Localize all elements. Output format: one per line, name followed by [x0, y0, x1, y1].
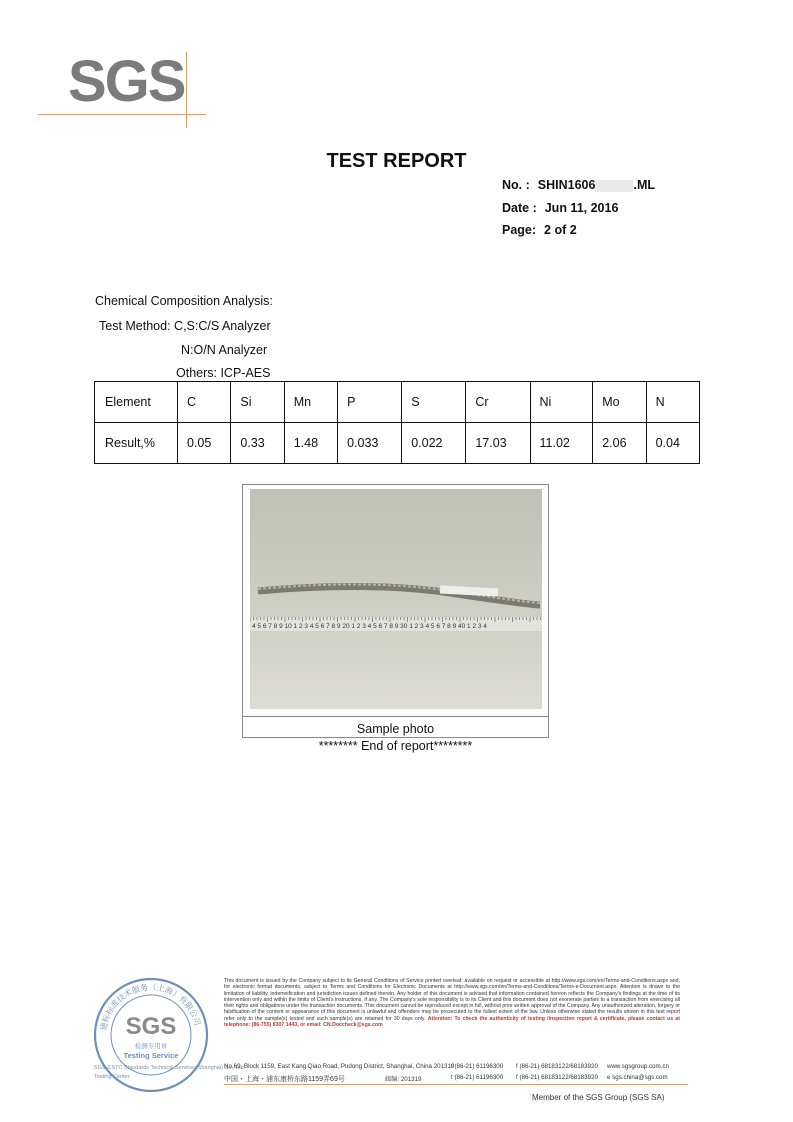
report-number: [502, 178, 655, 192]
report-page-value: 2 of 2: [544, 223, 577, 237]
test-method-line-2: N:O/N Analyzer: [181, 343, 268, 357]
report-page-label: Page:: [502, 223, 537, 237]
table-cell: C: [178, 382, 231, 423]
sample-photo-image: [250, 489, 542, 709]
table-cell: Cr: [466, 382, 530, 423]
authenticity-notice: Attention: To check the authenticity of testing /inspection report & certificate, please contact us at telephone: (86-755) 8307 1443, or email: CN.Doccheck@sgs.com: [224, 1015, 680, 1029]
fax-cn: f (86-21) 68183122/68183920: [516, 1074, 598, 1081]
table-cell: 0.022: [402, 423, 466, 464]
analysis-heading: Chemical Composition Analysis:: [95, 294, 273, 308]
table-cell: Element: [95, 382, 178, 423]
logo-rule-vertical: [186, 52, 187, 128]
report-number-suffix: .ML: [633, 178, 655, 192]
table-cell: 17.03: [466, 423, 530, 464]
table-cell: P: [338, 382, 402, 423]
legal-disclaimer: [224, 978, 680, 1028]
table-cell: Ni: [530, 382, 593, 423]
table-cell: 0.033: [338, 423, 402, 464]
test-method-line-1: Test Method: C,S:C/S Analyzer: [99, 319, 271, 333]
table-cell: 0.05: [178, 423, 231, 464]
seal-cn-text: 检测专用章: [134, 1042, 168, 1050]
report-number-prefix: SHIN1606: [537, 178, 596, 192]
table-cell: 2.06: [593, 423, 646, 464]
table-cell: Mo: [593, 382, 646, 423]
email: e sgs.china@sgs.com: [607, 1074, 668, 1081]
table-cell: Mn: [284, 382, 337, 423]
report-date: [502, 201, 618, 215]
table-header-row: [95, 382, 700, 423]
table-cell: Result,%: [95, 423, 178, 464]
table-cell: 0.04: [646, 423, 699, 464]
website: www.sgsgroup.com.cn: [607, 1063, 669, 1070]
end-of-report: ******** End of report********: [318, 739, 473, 753]
table-row: [95, 423, 700, 464]
legal-body: This document is issued by the Company subject to its General Conditions of Service printed overleaf, available on request or accessible at http://www.sgs.com/en/Terms-and-Conditions.aspx and, for electronic format documents, subject to Terms and Conditions for Electronic Documents at http://www.sgs.com/en/Terms-and-Conditions/Terms-e-Document.aspx. Attention is drawn to the limitation of liability, indemnification and jurisdiction issues defined therein. Any holder of this document is advised that information contained hereon reflects the Company's findings at the time of its intervention only and within the limits of Client's instructions, if any. The Company's sole responsibility is to its Client and this document does not exonerate parties to a transaction from exercising all their rights and obligations under the transaction documents. This document cannot be reproduced except in full, without prior written approval of the Company. Any unauthorized alteration, forgery or falsification of the content or appearance of this document is unlawful and offenders may be prosecuted to the fullest extent of the law. Unless otherwise stated the results shown in this test report refer only to the sample(s) tested and such sample(s) are retained for 30 days only.: [224, 978, 680, 1022]
report-date-label: Date :: [502, 201, 537, 215]
seal-arc-text: 通标标准技术服务（上海）有限公司: [99, 982, 202, 1032]
report-number-label: No. :: [502, 178, 530, 192]
address-cn: 中国・上海・浦东康桥东路1159弄69号: [224, 1076, 345, 1083]
report-date-value: Jun 11, 2016: [544, 201, 619, 215]
table-cell: Si: [231, 382, 284, 423]
seal-company: SGS-CSTC Standards Technical Services(Shanghai) Co., Ltd.: [94, 1065, 246, 1071]
table-cell: 0.33: [231, 423, 284, 464]
photo-divider: [243, 716, 548, 717]
report-page: [502, 223, 577, 237]
seal-center: Testing Center: [94, 1074, 130, 1080]
seal-logo: SGS: [125, 1013, 177, 1040]
zip-cn: 邮编: 201319: [385, 1076, 422, 1083]
sample-photo: [250, 489, 542, 709]
table-cell: S: [402, 382, 466, 423]
table-cell: 11.02: [530, 423, 593, 464]
footer-rule: [224, 1084, 688, 1085]
seal-en-text: Testing Service: [123, 1051, 179, 1060]
fax-en: f (86-21) 68183122/68183920: [516, 1063, 598, 1070]
test-method-line-3: Others: ICP-AES: [176, 366, 271, 380]
table-cell: N: [646, 382, 699, 423]
address-en: No.69, Block 1159, East Kang Qiao Road, Pudong District, Shanghai, China 201319: [224, 1063, 455, 1070]
member-text: Member of the SGS Group (SGS SA): [532, 1093, 665, 1102]
tel-cn: t (86-21) 61196300: [451, 1074, 504, 1081]
report-title: TEST REPORT: [326, 150, 467, 172]
table-cell: 1.48: [284, 423, 337, 464]
sgs-logo: SGS: [68, 49, 185, 114]
ruler-scale: 4 5 6 7 8 9 10 1 2 3 4 5 6 7 8 9 20 1 2 3 4 5 6 7 8 9 30 1 2 3 4 5 6 7 8 9 40 1 2 3 4: [252, 623, 487, 630]
composition-table: [94, 381, 700, 464]
photo-caption: Sample photo: [356, 722, 435, 736]
tel-en: t (86-21) 61196300: [451, 1063, 504, 1070]
logo-rule-horizontal: [38, 114, 206, 115]
redaction-block: [595, 180, 633, 192]
